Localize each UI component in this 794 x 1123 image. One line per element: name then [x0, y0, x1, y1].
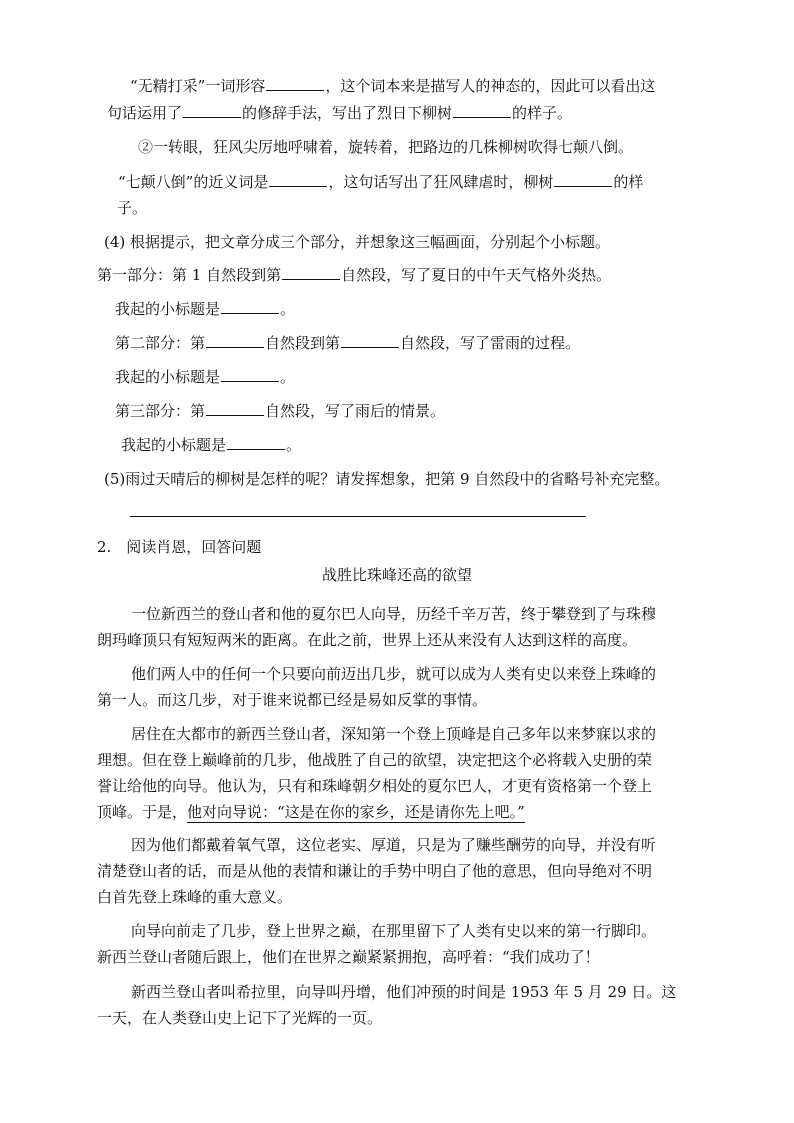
- passage-line: [97, 750, 652, 770]
- q5-stem: [104, 469, 669, 489]
- answer-blank[interactable]: [554, 172, 612, 187]
- p3-line-3: 誉让给他的向导。他认为，只有和珠峰朝夕相处的夏尔巴人，才更有资格第一个登上: [97, 777, 653, 795]
- q4-t1-post: 。: [280, 300, 296, 318]
- q3-a-pre: “无精打采”一词形容: [130, 77, 266, 95]
- passage-line: [131, 921, 656, 941]
- passage-line: [97, 887, 292, 907]
- passage-line: [97, 802, 525, 822]
- q3-b-mid: 的修辞手法，写出了烈日下柳树: [242, 104, 453, 122]
- q3-d-post: 的样: [613, 173, 644, 191]
- section-heading-text: 2. 阅读肖恩，回答问题: [97, 538, 262, 556]
- answer-blank[interactable]: [183, 103, 241, 118]
- p6-line-2: 一天，在人类登山史上记下了光辉的一页。: [97, 1009, 383, 1027]
- p4-line-1: 因为他们都戴着氧气罩，这位老实、厚道，只是为了赚些酬劳的向导，并没有听: [131, 836, 657, 854]
- passage-line: [97, 861, 652, 881]
- q3-line-5: [117, 198, 147, 218]
- p5-line-2: 新西兰登山者随后跟上，他们在世界之巅紧紧拥抱，高呼着：“我们成功了！: [97, 948, 600, 966]
- p3-line-4-pre: 顶峰。于是，: [97, 803, 188, 821]
- q3-line-3: [138, 137, 633, 157]
- p4-line-2: 清楚登山者的话，而是从他的表情和谦让的手势中明白了他的意思，但向导绝对不明: [97, 862, 653, 880]
- section-heading: [97, 537, 261, 557]
- q3-line-2: [107, 103, 572, 123]
- passage-line: [97, 690, 487, 710]
- q3-line-4: [118, 172, 643, 192]
- q4-p2-c: 自然段，写了雷雨的过程。: [400, 334, 581, 352]
- q4-p3-b: 自然段，写了雨后的情景。: [265, 402, 446, 420]
- passage-line: [97, 1008, 382, 1028]
- q4-p2-b: 自然段到第: [265, 334, 341, 352]
- q4-part2: [115, 333, 580, 353]
- q4-t1-pre: 我起的小标题是: [115, 300, 221, 318]
- answer-blank[interactable]: [282, 265, 340, 280]
- q4-p2-a: 第二部分：第: [115, 334, 206, 352]
- q4-t2-pre: 我起的小标题是: [115, 368, 221, 386]
- q4-t3-post: 。: [286, 436, 302, 454]
- q4-t3-pre: 我起的小标题是: [121, 436, 227, 454]
- q3-d-mid: ，这句话写出了狂风肆虐时，柳树: [328, 173, 554, 191]
- q4-title1: [115, 299, 295, 319]
- q4-t2-post: 。: [280, 368, 296, 386]
- p1-line-2: 朗玛峰顶只有短短两米的距离。在此之前，世界上还从来没有人达到这样的高度。: [97, 631, 638, 649]
- q3-b-post: 的样子。: [512, 104, 573, 122]
- q4-part1: [97, 265, 611, 285]
- passage-line: [131, 982, 676, 1002]
- p4-line-3: 白首先登上珠峰的重大意义。: [97, 888, 293, 906]
- q3-d-pre: “七颠八倒”的近义词是: [118, 173, 269, 191]
- answer-blank[interactable]: [269, 172, 327, 187]
- answer-blank[interactable]: [221, 299, 279, 314]
- q3-e: 子。: [117, 199, 148, 217]
- answer-blank[interactable]: [206, 401, 264, 416]
- q4-title2: [115, 367, 295, 387]
- passage-line: [131, 835, 656, 855]
- answer-blank[interactable]: [453, 103, 511, 118]
- p5-line-1: 向导向前走了几步，登上世界之巅，在那里留下了人类有史以来的第一行脚印。: [131, 922, 657, 940]
- q3-a-mid: ，这个词本来是描写人的神态的，因此可以看出这: [325, 77, 656, 95]
- q4-p1-post: 自然段，写了夏日的中午天气格外炎热。: [341, 266, 612, 284]
- underlined-quote: 他对向导说：“这是在你的家乡，还是请你先上吧。”: [187, 803, 525, 821]
- q4-stem: [104, 232, 610, 252]
- q3-line-1: [130, 76, 655, 96]
- q4-title3: [121, 435, 301, 455]
- passage-title: 战胜比珠峰还高的欲望: [321, 566, 472, 584]
- p1-line-1: 一位新西兰的登山者和他的夏尔巴人向导，历经千辛万苦，终于攀登到了与珠穆: [131, 605, 657, 623]
- q4-p1-pre: 第一部分：第 1 自然段到第: [97, 266, 282, 284]
- q5-stem-text: (5)雨过天晴后的柳树是怎样的呢？请发挥想象，把第 9 自然段中的省略号补充完整。: [104, 470, 670, 488]
- passage-line: [131, 604, 656, 624]
- q4-p3-a: 第三部分：第: [115, 402, 206, 420]
- passage-line: [97, 947, 600, 967]
- passage-line: [97, 776, 652, 796]
- answer-line[interactable]: [130, 516, 586, 517]
- answer-blank[interactable]: [341, 333, 399, 348]
- p2-line-2: 第一人。而这几步，对于谁来说都已经是易如反掌的事情。: [97, 691, 488, 709]
- p3-line-1: 居住在大都市的新西兰登山者，深知第一个登上顶峰是自己多年以来梦寐以求的: [131, 725, 657, 743]
- answer-blank[interactable]: [221, 367, 279, 382]
- q3-c: ②一转眼，狂风尖厉地呼啸着，旋转着，把路边的几株柳树吹得七颠八倒。: [138, 138, 634, 156]
- passage-line: [97, 630, 637, 650]
- p6-line-1: 新西兰登山者叫希拉里，向导叫丹增，他们冲预的时间是 1953 年 5 月 29 日。这: [131, 983, 677, 1001]
- p2-line-1: 他们两人中的任何一个只要向前迈出几步，就可以成为人类有史以来登上珠峰的: [131, 665, 657, 683]
- answer-blank[interactable]: [266, 76, 324, 91]
- q3-b-pre: 句话运用了: [107, 104, 183, 122]
- q4-stem-text: (4) 根据提示，把文章分成三个部分，并想象这三幅画面，分别起个小标题。: [104, 233, 611, 251]
- answer-blank[interactable]: [206, 333, 264, 348]
- answer-blank[interactable]: [227, 435, 285, 450]
- p3-line-2: 理想。但在登上巅峰前的几步，他战胜了自己的欲望，决定把这个必将载入史册的荣: [97, 751, 653, 769]
- passage-line: [131, 724, 656, 744]
- q4-part3: [115, 401, 445, 421]
- passage-line: [131, 664, 656, 684]
